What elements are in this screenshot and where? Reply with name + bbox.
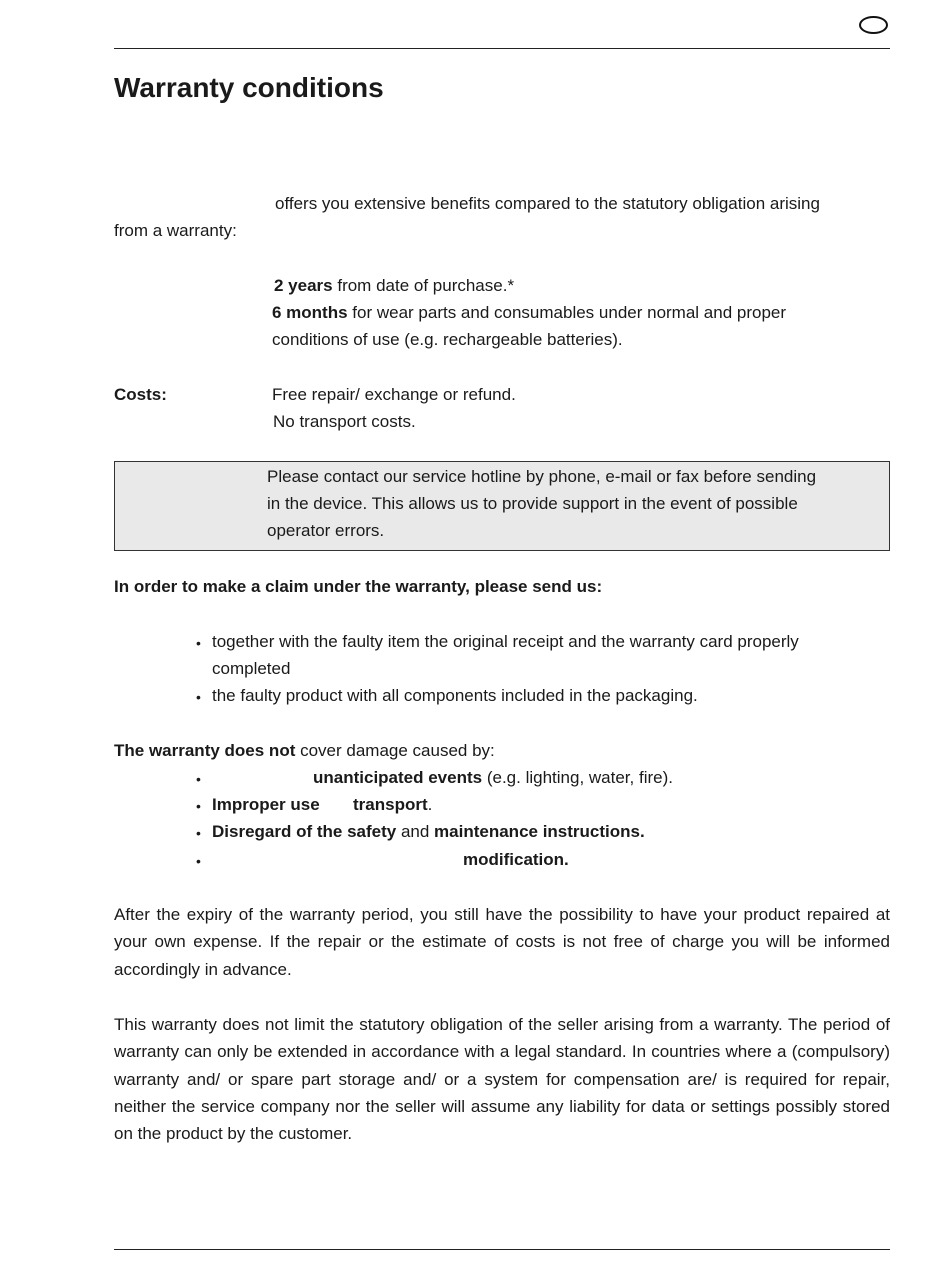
costs-label: Costs:: [114, 385, 167, 404]
exclusions-lead: [114, 741, 495, 761]
hotline-line-1: Please contact our service hotline by phone, e-mail or fax before sending: [267, 467, 817, 486]
exclusion-item-1-text: (e.g. lighting, water, fire).: [482, 768, 673, 787]
costs-line-2: No transport costs.: [273, 412, 416, 431]
claim-item-2: the faulty product with all components included in the packaging.: [212, 686, 698, 705]
exclusion-item-3: [212, 822, 645, 842]
exclusion-item-2-b: [353, 795, 432, 815]
exclusion-bullet-4: •: [196, 853, 201, 869]
exclusion-item-2-text: .: [427, 795, 433, 814]
footer-rule: [114, 1249, 890, 1250]
exclusion-item-3-text: and: [396, 822, 435, 841]
exclusion-item-3-bold-a: Disregard of the safety: [212, 822, 397, 841]
hotline-line-3: operator errors.: [267, 521, 385, 540]
paragraph-repair-after-expiry: After the expiry of the warranty period, you still have the possibility to have your product repaired at your own expense. If the repair or the estimate of costs is not free of charge you will be informed accordingly in advance.: [114, 905, 890, 979]
language-badge: [859, 16, 888, 34]
exclusion-item-2-a: Improper use: [212, 795, 320, 814]
period-months-text: for wear parts and consumables under normal and proper: [347, 303, 787, 322]
claim-heading: In order to make a claim under the warranty, please send us:: [114, 577, 603, 596]
exclusion-bullet-2: •: [196, 798, 201, 814]
paragraph-statutory-obligation: This warranty does not limit the statutory obligation of the seller arising from a warranty. The period of warranty can only be extended in accordance with a legal standard. In countries where a (compulsory) warranty and/ or spare part storage and/ or a system for compensation are/ is required for repair, neither the service company nor the seller will assume any liability for data or settings possibly stored on the product by the customer.: [114, 1015, 890, 1144]
costs-line-1: Free repair/ exchange or refund.: [272, 385, 516, 404]
claim-bullet-2: •: [196, 689, 201, 705]
exclusion-item-3-bold-b: maintenance instructions.: [434, 822, 645, 841]
exclusion-bullet-3: •: [196, 825, 201, 841]
exclusion-bullet-1: •: [196, 771, 201, 787]
exclusions-lead-text: cover damage caused by:: [295, 741, 495, 760]
hotline-line-2: in the device. This allows us to provide support in the event of possible: [267, 494, 798, 513]
period-years: [274, 276, 514, 296]
period-months-line-2: conditions of use (e.g. rechargeable batteries).: [272, 330, 623, 349]
claim-bullet-1: •: [196, 635, 201, 651]
claim-item-1-line-2: completed: [212, 659, 291, 678]
intro-line-1: offers you extensive benefits compared to the statutory obligation arising: [275, 194, 820, 213]
header-rule: [114, 48, 890, 49]
period-months: [272, 303, 786, 323]
exclusion-item-4: modification.: [463, 850, 569, 869]
period-months-bold: 6 months: [272, 303, 348, 322]
page-title: Warranty conditions: [114, 72, 384, 103]
exclusion-item-1-bold: unanticipated events: [313, 768, 483, 787]
period-years-text: from date of purchase.*: [332, 276, 515, 295]
exclusions-lead-bold: The warranty does not: [114, 741, 296, 760]
period-years-bold: 2 years: [274, 276, 333, 295]
intro-line-2: from a warranty:: [114, 221, 237, 240]
exclusion-item-2-bold: transport: [353, 795, 428, 814]
claim-item-1-line-1: together with the faulty item the original receipt and the warranty card properly: [212, 632, 799, 651]
exclusion-item-1: [313, 768, 673, 788]
